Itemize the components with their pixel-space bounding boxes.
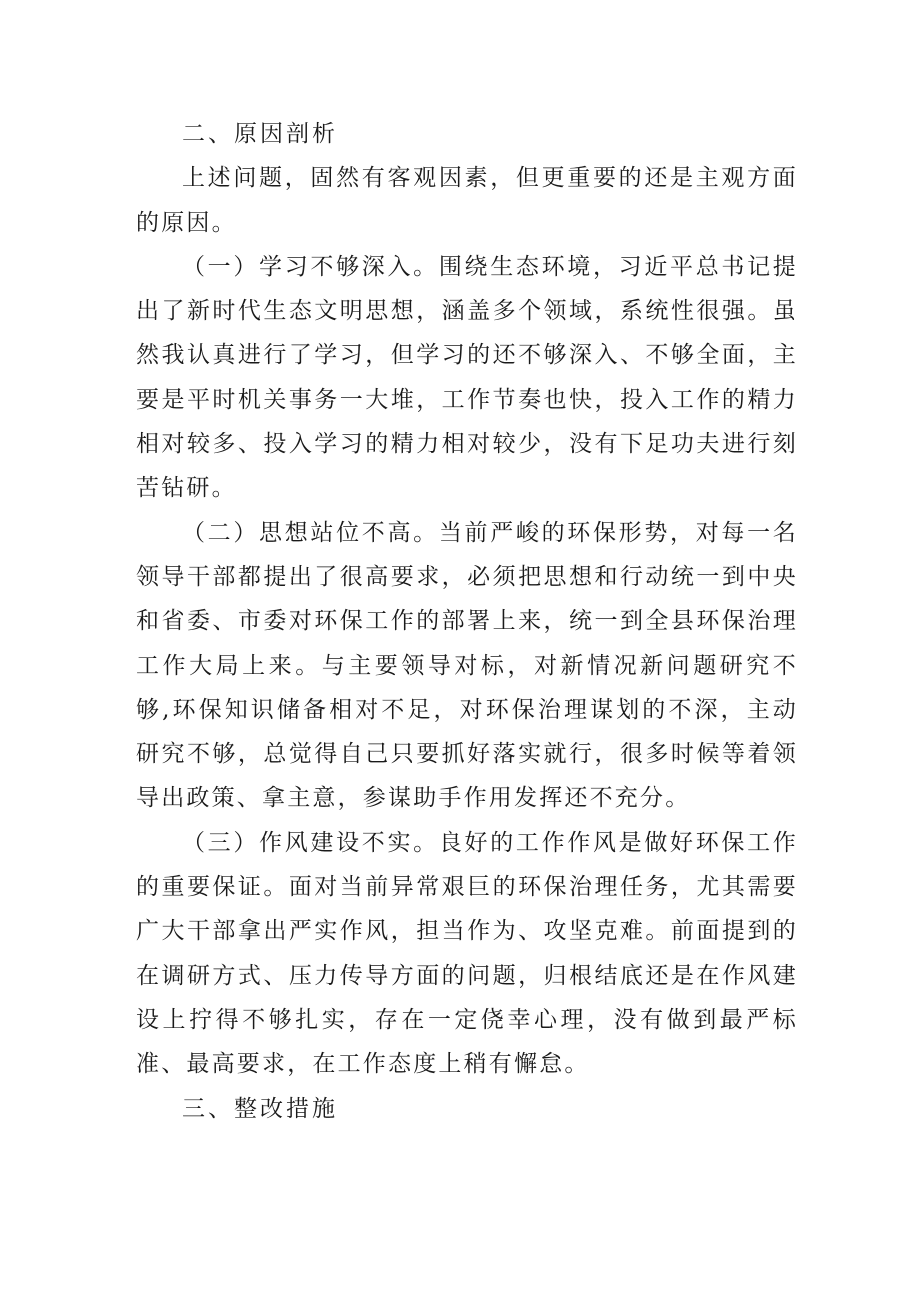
section-heading-cause-analysis: 二、原因剖析 (182, 121, 338, 147)
paragraph-study: （一）学习不够深入。围绕生态环境，习近平总书记提出了新时代生态文明思想，涵盖多个领域，系统性很强。虽然我认真进行了学习，但学习的还不够深入、不够全面，主要是平时机关事务一大堆，工作节奏也快，投入工作的精力相对较多、投入学习的精力相对较少，没有下足功夫进行刻苦钻研。 (136, 253, 798, 502)
section-heading-rectification: 三、整改措施 (182, 1095, 338, 1122)
intro-paragraph: 上述问题，固然有客观因素，但更重要的还是主观方面的原因。 (136, 165, 798, 236)
paragraph-thinking: （二）思想站位不高。当前严峻的环保形势，对每一名领导干部都提出了很高要求，必须把思想和行动统一到中央和省委、市委对环保工作的部署上来，统一到全县环保治理工作大局上来。与主要领导对标，对新情况新问题研究不够,环保知识储备相对不足，对环保治理谋划的不深，主动研究不够，总觉得自己只要抓好落实就行，很多时候等着领导出政策、拿主意，参谋助手作用发挥还不充分。 (136, 519, 798, 812)
paragraph-work-style: （三）作风建设不实。良好的工作作风是做好环保工作的重要保证。面对当前异常艰巨的环保治理任务，尤其需要广大干部拿出严实作风，担当作为、攻坚克难。前面提到的在调研方式、压力传导方面的问题，归根结底还是在作风建设上拧得不够扎实，存在一定侥幸心理，没有做到最严标准、最高要求，在工作态度上稍有懈怠。 (136, 829, 798, 1078)
document-body (136, 112, 798, 1131)
